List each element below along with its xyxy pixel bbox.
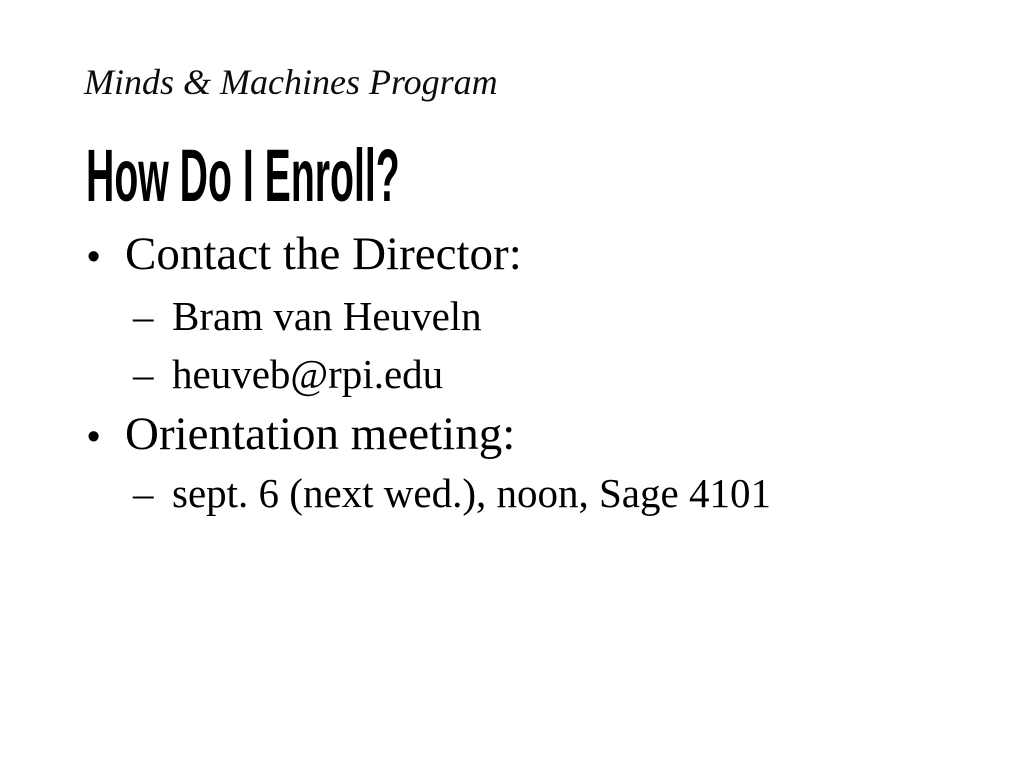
bullet-item bbox=[87, 408, 516, 460]
bullet-item bbox=[133, 351, 444, 397]
bullet-marker: • bbox=[87, 415, 101, 457]
bullet-marker: • bbox=[87, 235, 101, 277]
bullet-text-email: heuveb@rpi.edu bbox=[172, 351, 444, 397]
dash-marker: – bbox=[133, 293, 154, 339]
bullet-text: Contact the Director: bbox=[125, 228, 522, 280]
bullet-text: Orientation meeting: bbox=[125, 408, 516, 460]
bullet-item bbox=[87, 228, 522, 280]
slide-title: How Do I Enroll? bbox=[86, 134, 400, 217]
bullet-text: sept. 6 (next wed.), noon, Sage 4101 bbox=[172, 470, 771, 516]
bullet-text: Bram van Heuveln bbox=[172, 293, 482, 339]
dash-marker: – bbox=[133, 470, 154, 516]
bullet-item bbox=[133, 293, 482, 339]
bullet-item bbox=[133, 470, 771, 516]
slide-header-label: Minds & Machines Program bbox=[84, 62, 498, 102]
dash-marker: – bbox=[133, 351, 154, 397]
